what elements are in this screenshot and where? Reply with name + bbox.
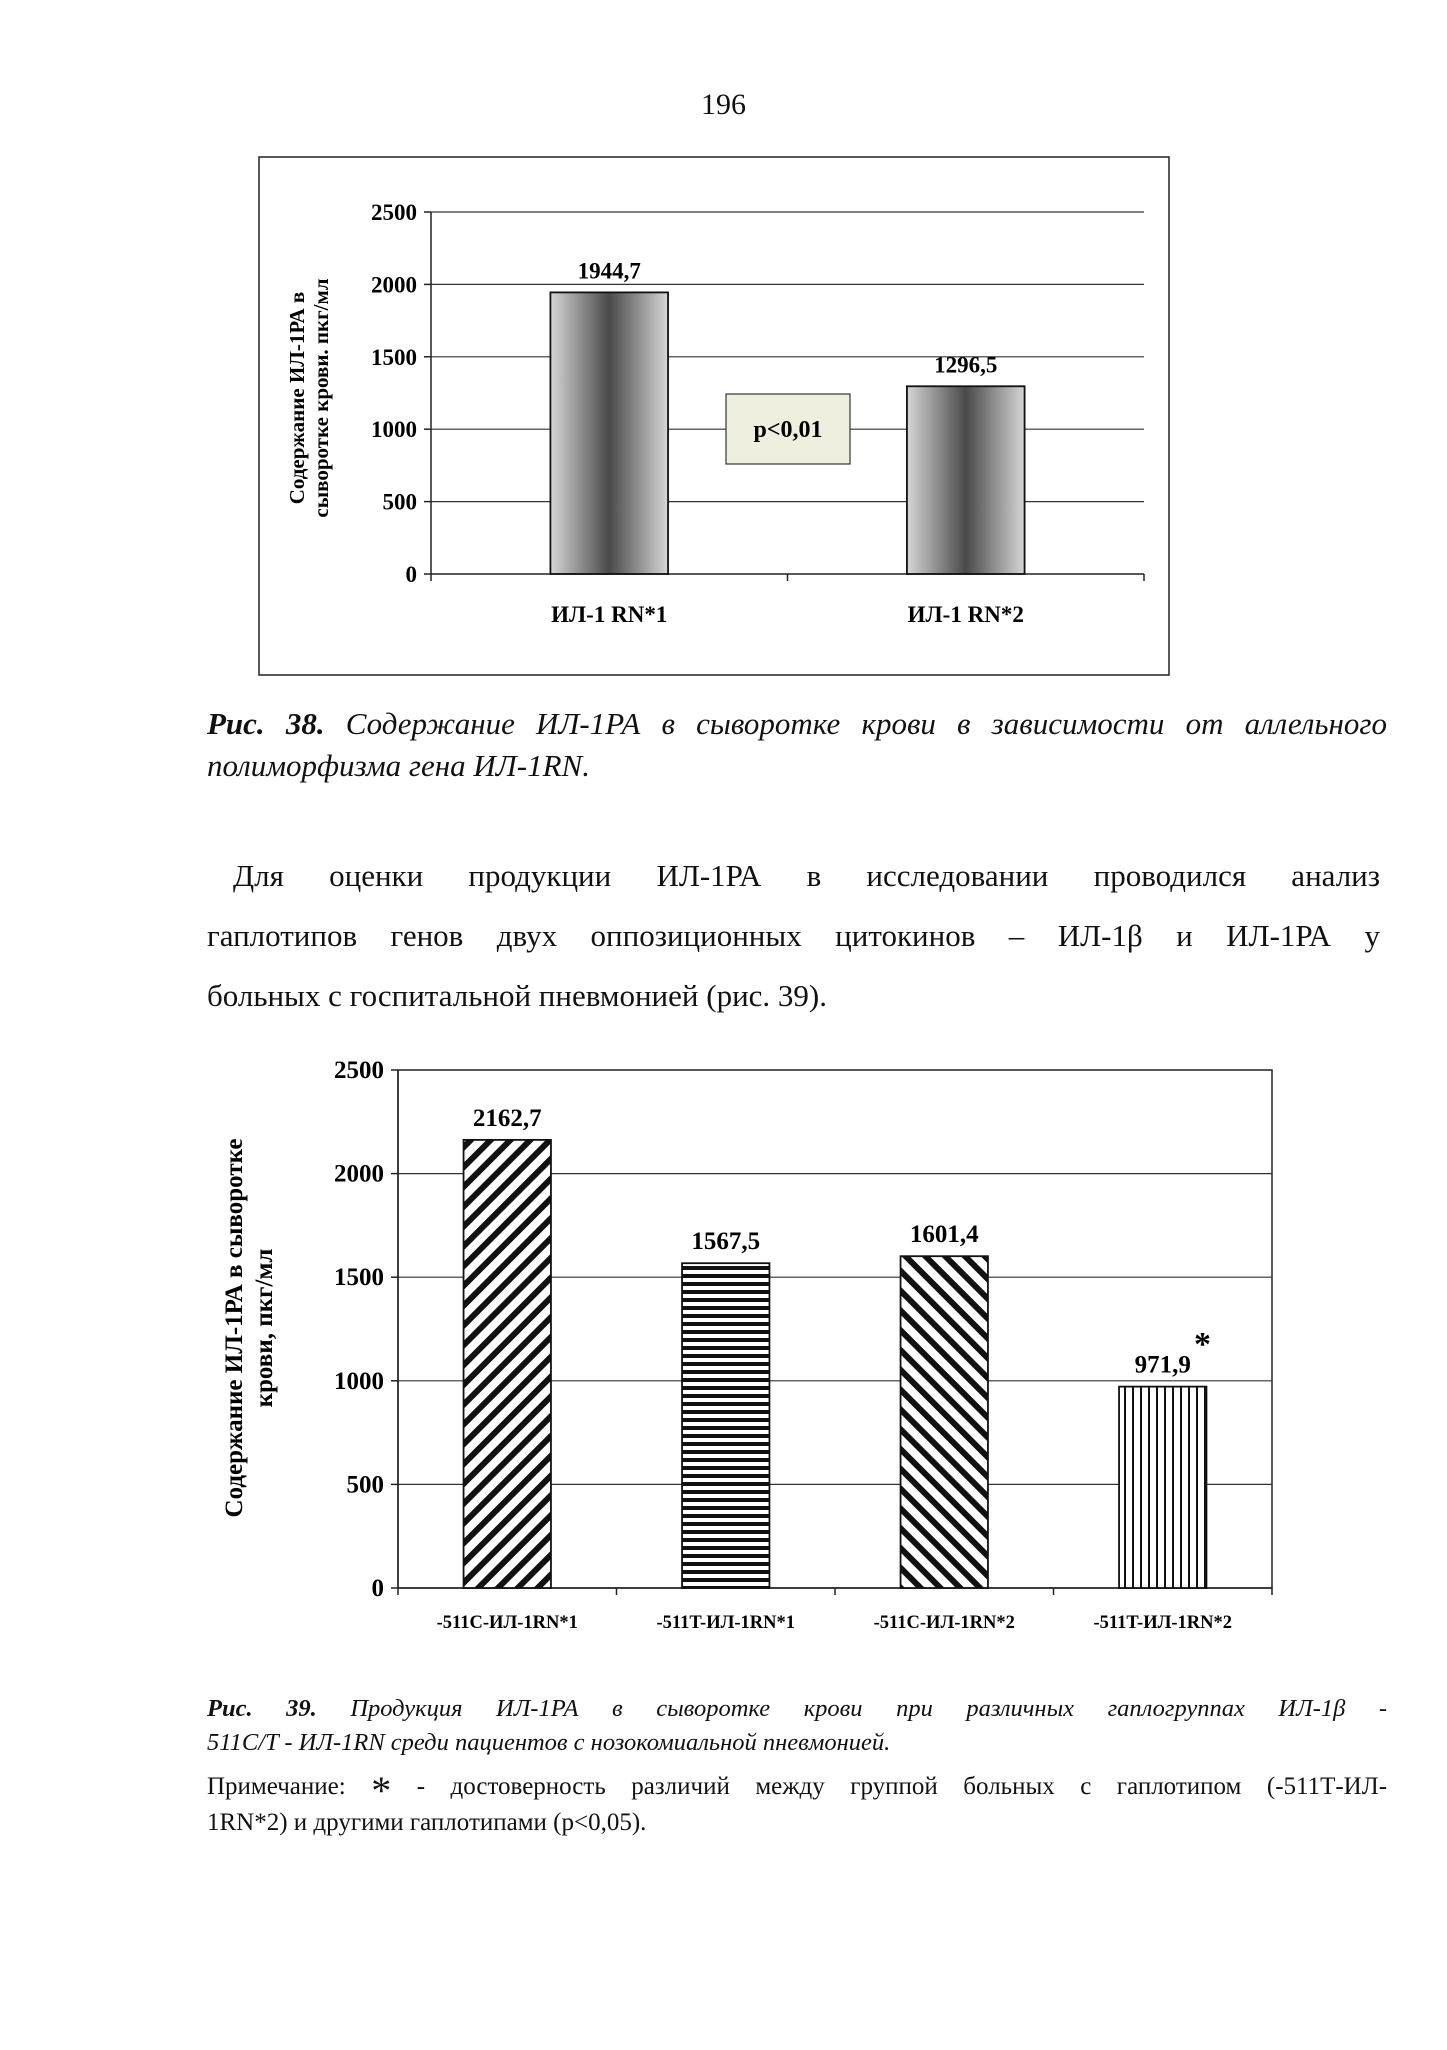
y-tick-label: 1000 [334,1367,384,1395]
x-tick-label: ИЛ-1 RN*2 [907,602,1024,627]
caption-label: Рис. 39. [207,1695,317,1722]
note-text-2: 1RN*2) и другими гаплотипами (р<0,05). [207,1809,647,1836]
figure-note [207,1769,1387,1841]
figure-39-chart [220,1050,1290,1650]
caption-text-1: Содержание ИЛ-1РА в сыворотке крови в зависимости от аллельного [345,706,1387,741]
y-tick-label: 2000 [334,1160,384,1188]
data-label: 1567,5 [691,1228,761,1256]
chart-frame [259,157,1169,675]
significance-label: p<0,01 [753,417,823,443]
y-tick-label: 0 [371,1575,384,1602]
y-tick-label: 2500 [371,200,417,225]
y-tick-label: 2000 [371,272,417,298]
y-axis-label-line2: крови, пкг/мл [251,1248,278,1408]
y-tick-label: 2500 [334,1057,384,1084]
significance-mark: * [1194,1326,1211,1363]
y-axis-label-line1: Содержание ИЛ-1РА в сыворотке [221,1138,248,1518]
y-axis-label-line1: Содержание ИЛ-1РА в [285,291,309,505]
caption-text-1: Продукция ИЛ-1РА в сыворотке крови при различных гаплогруппах ИЛ-1β - [350,1695,1388,1722]
bar [682,1263,769,1588]
figure-38-chart [258,156,1170,676]
bar [1119,1387,1206,1588]
bar [550,292,668,574]
body-paragraph [207,846,1380,1026]
data-label: 971,9 [1134,1351,1191,1379]
note-prefix: Примечание: [207,1773,346,1800]
y-tick-label: 1500 [334,1264,384,1292]
y-tick-label: 500 [346,1471,384,1499]
significance-box [726,394,850,464]
figure-39-caption [207,1692,1387,1760]
data-label: 2162,7 [472,1104,542,1132]
x-tick-label: ИЛ-1 RN*1 [551,602,668,627]
y-axis-label-line2: сыворотке крови. пкг/мл [309,278,333,518]
note-text-1: - достоверность различий между группой больных с гаплотипом (-511Т-ИЛ- [416,1773,1388,1800]
x-tick-label: -511C-ИЛ-1RN*2 [873,1613,1015,1633]
bar [901,1256,988,1588]
paragraph-line-2: гаплотипов генов двух оппозиционных цитокинов – ИЛ-1β и ИЛ-1РА у [207,918,1380,953]
data-label: 1601,4 [909,1221,979,1249]
bar [907,386,1025,574]
paragraph-line-3: больных с госпитальной пневмонией (рис. 39). [207,978,827,1013]
page-number: 196 [701,88,746,121]
data-label: 1944,7 [577,258,641,284]
y-tick-label: 0 [405,562,417,587]
bar [464,1140,551,1588]
figure-38-caption [207,703,1387,787]
y-tick-label: 500 [382,489,417,515]
caption-text-2: 511C/T - ИЛ-1RN среди пациентов с нозокомиальной пневмонией. [207,1729,891,1756]
caption-label: Рис. 38. [207,706,325,741]
caption-text-2: полиморфизма гена ИЛ-1RN. [207,748,590,783]
data-label: 1296,5 [934,352,998,378]
y-tick-label: 1000 [371,417,417,443]
x-tick-label: -511T-ИЛ-1RN*2 [1093,1613,1232,1633]
x-tick-label: -511C-ИЛ-1RN*1 [436,1613,578,1633]
note-star: * [371,1768,392,1813]
y-tick-label: 1500 [371,344,417,370]
x-tick-label: -511T-ИЛ-1RN*1 [656,1613,795,1633]
paragraph-line-1: Для оценки продукции ИЛ-1РА в исследовании проводился анализ [233,858,1380,893]
